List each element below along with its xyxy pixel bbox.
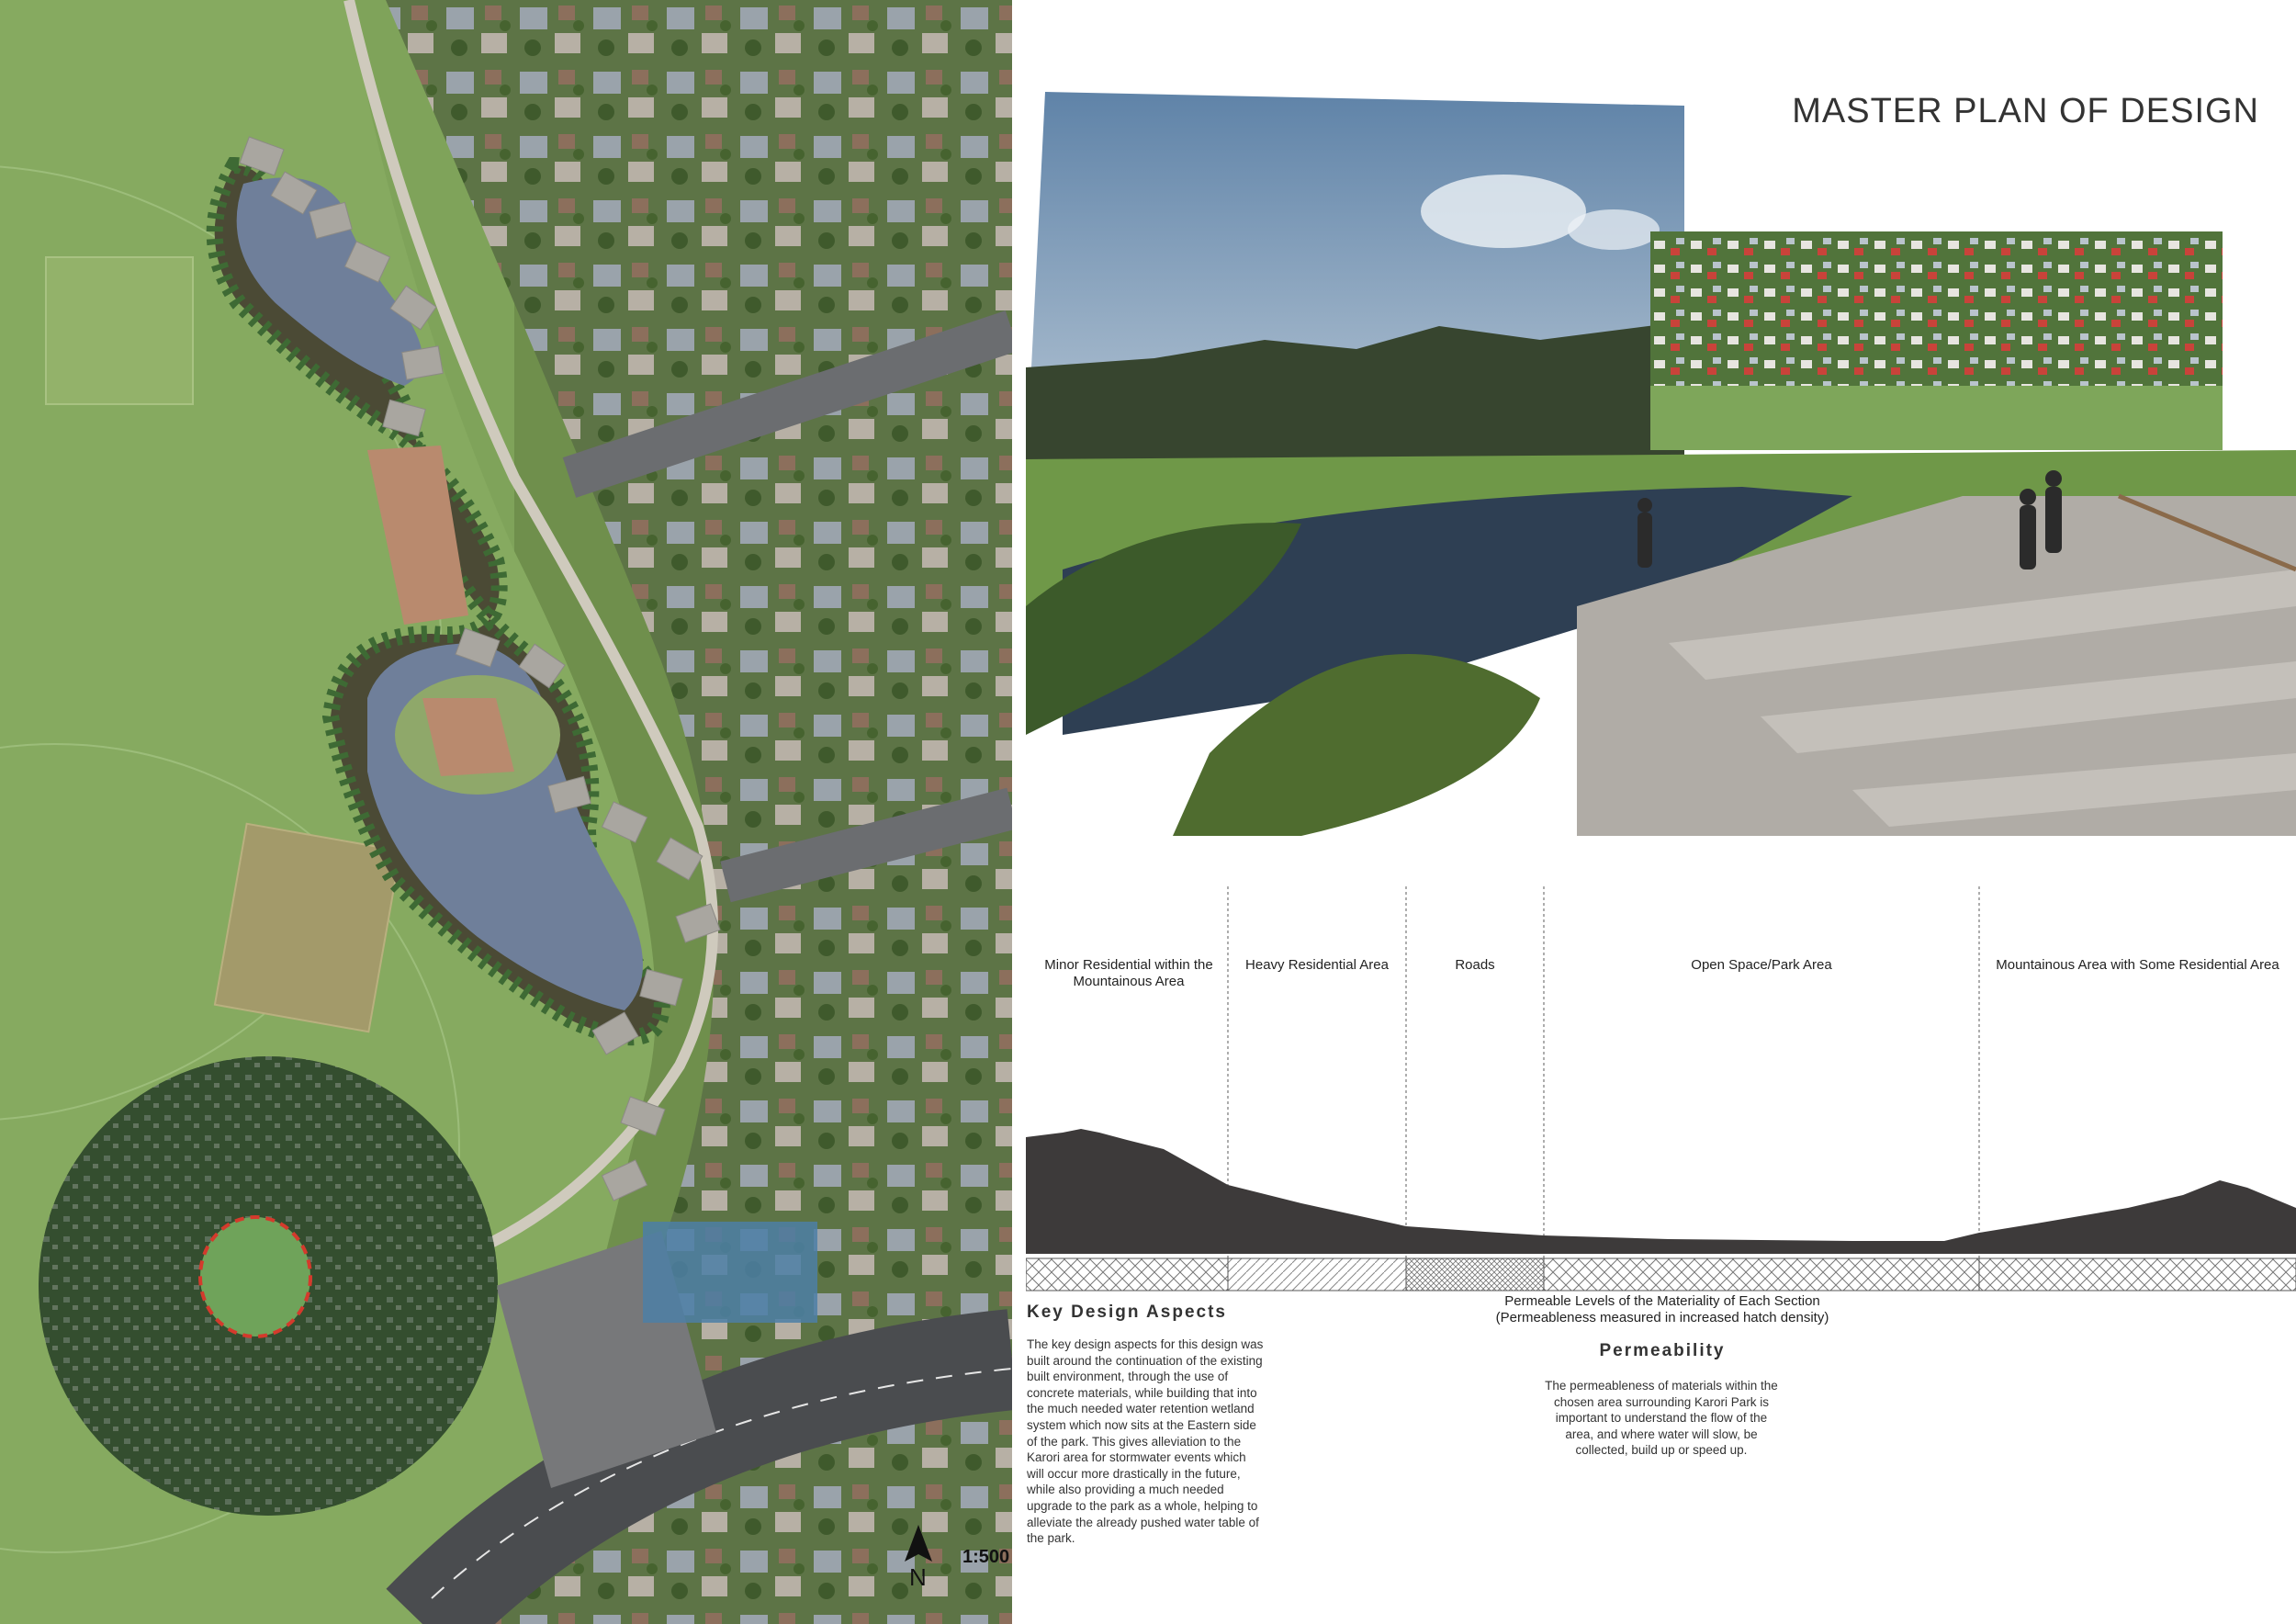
- permeability-heading: Permeability: [1599, 1341, 1726, 1360]
- permeability-band-2: [1228, 1258, 1406, 1291]
- permeability-band-3: [1406, 1258, 1544, 1291]
- locator-ring: [200, 1217, 310, 1336]
- permeability-caption: [1433, 1293, 1892, 1326]
- page-title: MASTER PLAN OF DESIGN: [1792, 92, 2259, 130]
- key-design-aspects-text: The key design aspects for this design was built around the continuation of the existing built environment, through the use of concrete materials, while building that into the much needed water retention wetland system which now sits at the Eastern side of the park. This gives alleviation to the Karori area for stormwater events which will occur more drastically in the future, while also providing a much needed upgrade to the park as a whole, helping to alleviate the already pushed water table of the park.: [1027, 1337, 1264, 1546]
- permeability-band-5: [1979, 1258, 2296, 1291]
- site-section-drawing: [1026, 886, 2296, 1295]
- site-plan-aerial: [0, 0, 1012, 1624]
- scale-label: 1:500: [962, 1547, 1010, 1567]
- site-plan-drawing: [0, 0, 1012, 1624]
- zone-label-heavy-residential: Heavy Residential Area: [1245, 957, 1389, 973]
- cricket-pitch-north: [46, 257, 193, 404]
- key-design-aspects-heading: Key Design Aspects: [1027, 1303, 1227, 1322]
- zone-label-open-space: Open Space/Park Area: [1691, 957, 1832, 973]
- perspective-render-drawing: [1026, 92, 2296, 836]
- site-section: [1026, 886, 2296, 1295]
- terrain-profile: [1026, 1129, 2296, 1254]
- playground: [643, 1222, 817, 1323]
- zone-label-minor-residential: Minor Residential within the Mountainous Area: [1044, 957, 1213, 989]
- zone-label-roads: Roads: [1455, 957, 1495, 973]
- north-label: N: [909, 1563, 927, 1591]
- perspective-render: [1026, 92, 2296, 836]
- zone-label-mountainous: Mountainous Area with Some Residential Area: [1996, 957, 2279, 973]
- permeability-text: The permeableness of materials within the chosen area surrounding Karori Park is important to understand the flow of the area, and where water will slow, be collected, build up or speed up.: [1545, 1379, 1778, 1457]
- permeability-caption-line2: (Permeableness measured in increased hatch density): [1495, 1310, 1829, 1325]
- permeability-caption-line1: Permeable Levels of the Materiality of Each Section: [1504, 1293, 1820, 1309]
- permeability-band-4: [1544, 1258, 1979, 1291]
- permeability-band-1: [1026, 1258, 1228, 1291]
